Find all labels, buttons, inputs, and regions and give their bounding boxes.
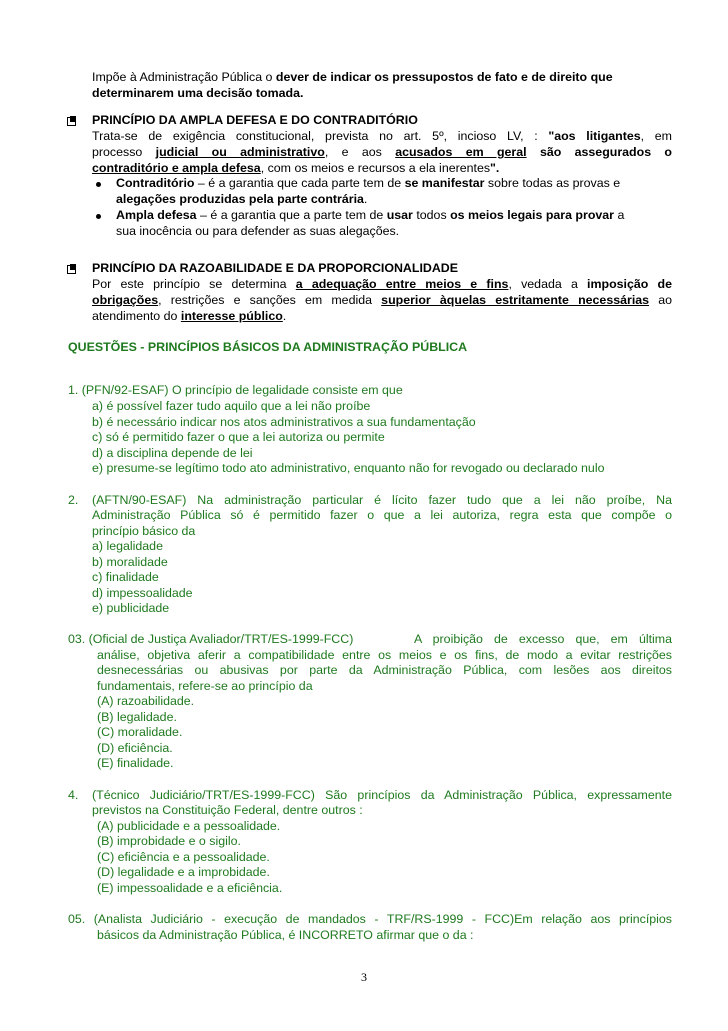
question-5-line-1: 05. (Analista Judiciário - execução de mandados - TRF/RS-1999 - FCC)Em relação aos princípios [68,912,672,926]
defesa-line-2: processo judicial ou administrativo, e aos acusados em geral são assegurados o [92,145,672,159]
question-3-option-c: (C) moralidade. [97,725,183,739]
question-1-option-c: c) só é permitido fazer o que a lei autoriza ou permite [92,430,385,444]
question-3-option-b: (B) legalidade. [97,710,177,724]
bullet-dot-icon [96,214,101,219]
question-3-option-e: (E) finalidade. [97,756,174,770]
question-2-line-2: Administração Pública só é permitido fazer o que a lei autoriza, regra esta que compõe o [92,508,672,522]
checkbox-bullet-icon [67,117,76,126]
intro-line-2: determinarem uma decisão tomada. [92,86,304,100]
razoab-line-3: atendimento do interesse público. [92,309,287,323]
question-4-option-e: (E) impessoalidade e a eficiência. [97,881,283,895]
page-number: 3 [361,970,367,984]
question-2-option-a: a) legalidade [92,539,163,553]
contraditorio-line-2: alegações produzidas pela parte contrária. [116,192,368,206]
contraditorio-line-1: Contraditório – é a garantia que cada parte tem de se manifestar sobre todas as provas e [116,176,621,190]
question-1-option-a: a) é possível fazer tudo aquilo que a lei não proíbe [92,399,371,413]
question-2-option-c: c) finalidade [92,570,159,584]
question-3-line-1: A proibição de excesso que, em última [414,632,672,646]
question-2-option-d: d) impessoalidade [92,586,193,600]
defesa-title: PRINCÍPIO DA AMPLA DEFESA E DO CONTRADITÓRIO [92,113,418,127]
question-3-option-a: (A) razoabilidade. [97,694,195,708]
question-3-option-d: (D) eficiência. [97,741,173,755]
section-title: QUESTÕES - PRINCÍPIOS BÁSICOS DA ADMINISTRAÇÃO PÚBLICA [68,340,468,354]
question-2-line-1: (AFTN/90-ESAF) Na administração particular é lícito fazer tudo que a lei não proíbe, Na [92,493,672,507]
question-5-line-2: básicos da Administração Pública, é INCORRETO afirmar que o da : [97,928,474,942]
ampla-defesa-line-1: Ampla defesa – é a garantia que a parte tem de usar todos os meios legais para provar a [116,208,625,222]
question-3-line-4: fundamentais, refere-se ao princípio da [97,679,313,693]
question-1-option-b: b) é necessário indicar nos atos administrativos a sua fundamentação [92,415,476,429]
question-1-stem: 1. (PFN/92-ESAF) O princípio de legalidade consiste em que [68,383,403,397]
question-3-source: 03. (Oficial de Justiça Avaliador/TRT/ES-1999-FCC) [68,632,354,646]
intro-line-1: Impõe à Administração Pública o dever de indicar os pressupostos de fato e de direito que [92,70,613,84]
question-2-number: 2. [68,493,79,507]
question-2-option-e: e) publicidade [92,601,170,615]
question-4-number: 4. [68,788,79,802]
razoab-line-1: Por este princípio se determina a adequação entre meios e fins, vedada a imposição de [92,277,672,291]
defesa-line-3: contraditório e ampla defesa, com os meios e recursos a ela inerentes". [92,161,500,175]
question-3-line-2: análise, objetiva aferir a compatibilidade entre os meios e os fins, de modo a evitar restrições [97,648,672,662]
checkbox-bullet-icon [67,265,76,274]
question-4-option-c: (C) eficiência e a pessoalidade. [97,850,270,864]
razoab-line-2: obrigações, restrições e sanções em medida superior àquelas estritamente necessárias ao [92,293,672,307]
bullet-dot-icon [96,182,101,187]
question-1-option-e: e) presume-se legítimo todo ato administrativo, enquanto não for revogado ou declarado nulo [92,461,605,475]
razoab-title: PRINCÍPIO DA RAZOABILIDADE E DA PROPORCIONALIDADE [92,261,458,275]
question-4-option-a: (A) publicidade e a pessoalidade. [97,819,281,833]
question-1-option-d: d) a disciplina depende de lei [92,446,253,460]
question-4-line-1: (Técnico Judiciário/TRT/ES-1999-FCC) São princípios da Administração Pública, expressamente [92,788,672,802]
question-4-option-d: (D) legalidade e a improbidade. [97,865,270,879]
question-4-option-b: (B) improbidade e o sigilo. [97,834,241,848]
question-3-line-3: desnecessárias ou abusivas por parte da Administração Pública, com lesões aos direitos [97,663,672,677]
defesa-line-1: Trata-se de exigência constitucional, prevista no art. 5º, incioso LV, : "aos litigantes, em [92,129,672,143]
question-2-line-3: princípio básico da [92,524,196,538]
question-4-line-2: previstos na Constituição Federal, dentre outros : [92,803,363,817]
question-2-option-b: b) moralidade [92,555,168,569]
ampla-defesa-line-2: sua inocência ou para defender as suas alegações. [116,224,400,238]
